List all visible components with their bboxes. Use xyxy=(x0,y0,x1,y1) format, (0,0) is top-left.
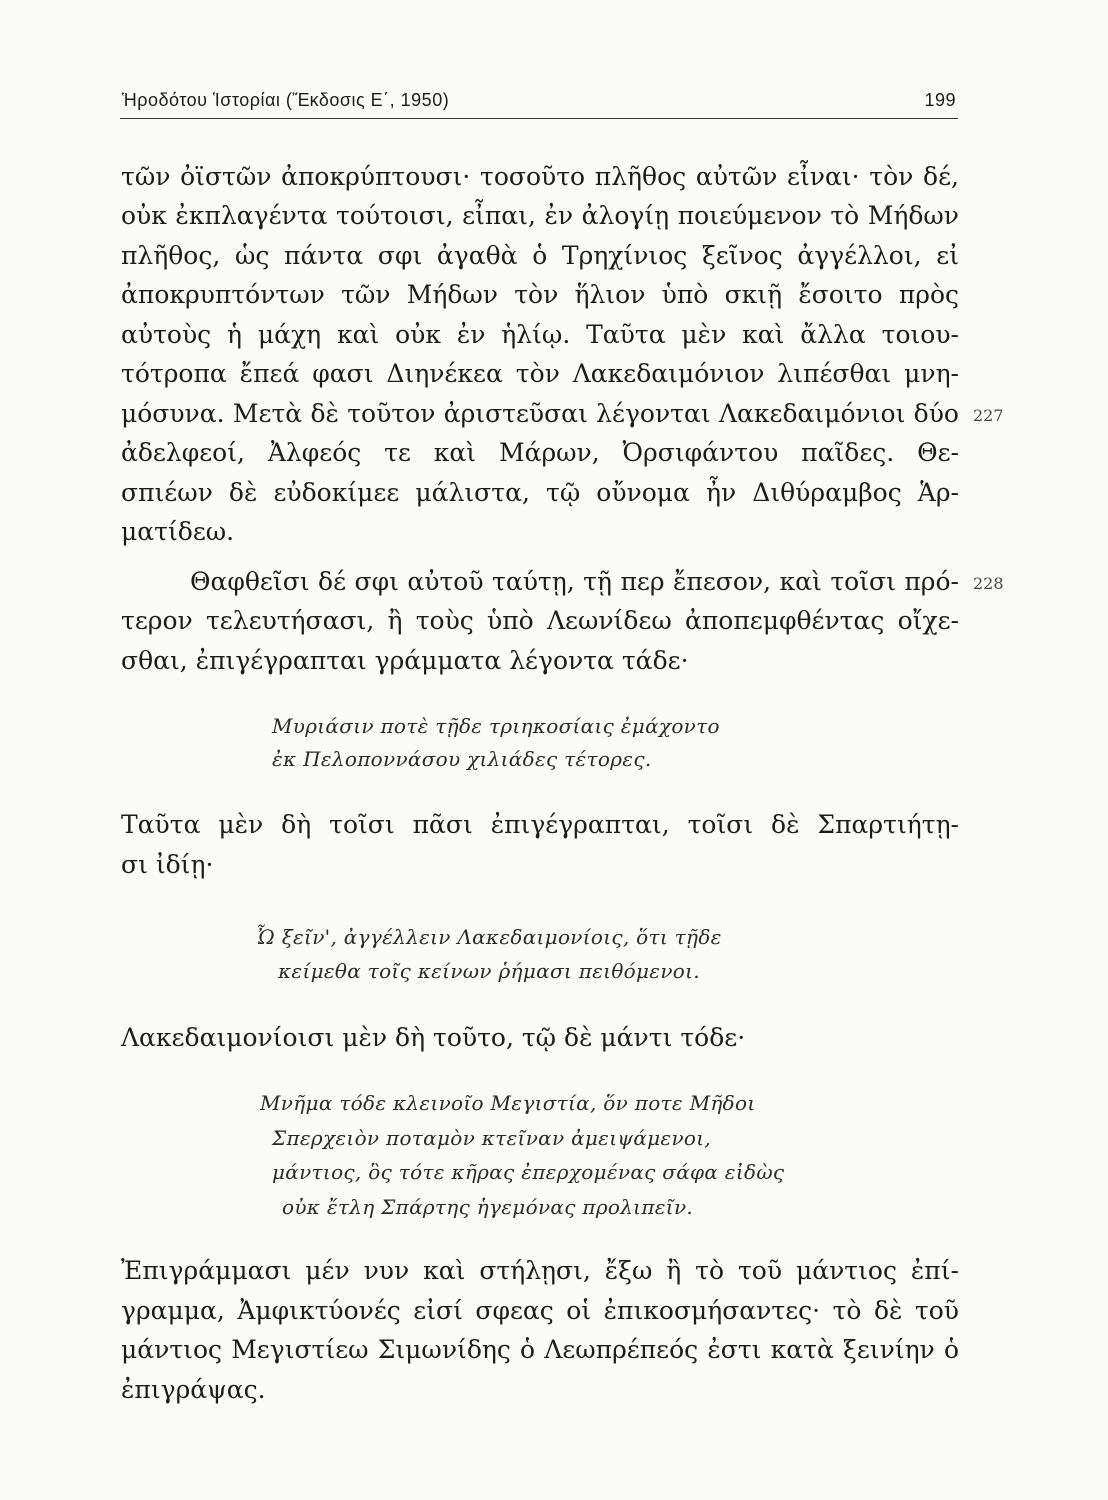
text-line: σπιέων δὲ εὐδοκίμεε μάλιστα, τῷ οὔνομα ἦν Διθύραμβος Ἁρ- xyxy=(121,478,959,507)
verse-line: οὐκ ἔτλη Σπάρτης ἡγεμόνας προλιπεῖν. xyxy=(282,1195,694,1219)
text-line: Λακεδαιμονίοισι μὲν δὴ τοῦτο, τῷ δὲ μάντι τόδε· xyxy=(121,1023,746,1052)
text-line: Ταῦτα μὲν δὴ τοῖσι πᾶσι ἐπιγέγραπται, τοῖσι δὲ Σπαρτιήτῃ- xyxy=(121,810,959,839)
verse-line: Σπερχειὸν ποταμὸν κτεῖναν ἀμειψάμενοι, xyxy=(272,1126,712,1150)
text-line: μάντιος Μεγιστίεω Σιμωνίδης ὁ Λεωπρέπεός ἐστι κατὰ ξεινίην ὁ xyxy=(121,1335,959,1364)
text-line: οὐκ ἐκπλαγέντα τούτοισι, εἶπαι, ἐν ἀλογίῃ ποιεύμενον τὸ Μήδων xyxy=(121,201,959,230)
chapter-number: 227 xyxy=(973,406,1004,425)
running-header xyxy=(120,88,958,119)
text-line: σι ἰδίῃ· xyxy=(121,850,214,879)
verse-line: Ὦ ξεῖν', ἀγγέλλειν Λακεδαιμονίοις, ὅτι τῇδε xyxy=(256,925,722,949)
verse-line: Μυριάσιν ποτὲ τῇδε τριηκοσίαις ἐμάχοντο xyxy=(272,714,720,738)
text-line: ἐπιγράψας. xyxy=(121,1375,266,1404)
text-line: τότροπα ἔπεά φασι Διηνέκεα τὸν Λακεδαιμόνιον λιπέσθαι μνη- xyxy=(121,359,959,388)
text-line: πλῆθος, ὡς πάντα σφι ἀγαθὰ ὁ Τρηχίνιος ξεῖνος ἀγγέλλοι, εἰ xyxy=(121,241,959,270)
text-line: τερον τελευτήσασι, ἢ τοὺς ὑπὸ Λεωνίδεω ἀποπεμφθέντας οἴχε- xyxy=(121,606,959,635)
text-line: μόσυνα. Μετὰ δὲ τοῦτον ἀριστεῦσαι λέγονται Λακεδαιμόνιοι δύο xyxy=(121,399,959,428)
verse-line: ἐκ Πελοποννάσου χιλιάδες τέτορες. xyxy=(272,747,652,771)
verse-line: Μνῆμα τόδε κλεινοῖο Μεγιστία, ὅν ποτε Μῆδοι xyxy=(260,1091,756,1115)
verse-line: μάντιος, ὃς τότε κῆρας ἐπερχομένας σάφα εἰδὼς xyxy=(272,1160,785,1184)
text-line: ἀποκρυπτόντων τῶν Μήδων τὸν ἥλιον ὑπὸ σκιῇ ἔσοιτο πρὸς xyxy=(121,280,959,309)
text-line: ἀδελφεοί, Ἀλφεός τε καὶ Μάρων, Ὀρσιφάντου παῖδες. Θε- xyxy=(121,438,959,467)
text-line: αὐτοὺς ἡ μάχη καὶ οὐκ ἐν ἡλίῳ. Ταῦτα μὲν καὶ ἄλλα τοιου- xyxy=(121,320,959,349)
running-title: Ἡροδότου Ἱστορίαι (Ἔκδοσις Ε΄, 1950) xyxy=(122,90,450,110)
text-line: γραμμα, Ἀμφικτύονές εἰσί σφεας οἱ ἐπικοσμήσαντες· τὸ δὲ τοῦ xyxy=(121,1296,959,1325)
text-line: Θαφθεῖσι δέ σφι αὐτοῦ ταύτῃ, τῇ περ ἔπεσον, καὶ τοῖσι πρό- xyxy=(190,567,959,596)
text-line: Ἐπιγράμμασι μέν νυν καὶ στήλῃσι, ἔξω ἢ τὸ τοῦ μάντιος ἐπί- xyxy=(121,1256,959,1285)
verse-line: κείμεθα τοῖς κείνων ῥήμασι πειθόμενοι. xyxy=(278,959,700,983)
text-line: τῶν ὀϊστῶν ἀποκρύπτουσι· τοσοῦτο πλῆθος αὐτῶν εἶναι· τὸν δέ, xyxy=(121,162,959,191)
page-number: 199 xyxy=(924,90,956,110)
chapter-number: 228 xyxy=(973,574,1004,593)
text-line: ματίδεω. xyxy=(121,517,235,546)
text-line: σθαι, ἐπιγέγραπται γράμματα λέγοντα τάδε· xyxy=(121,646,689,675)
